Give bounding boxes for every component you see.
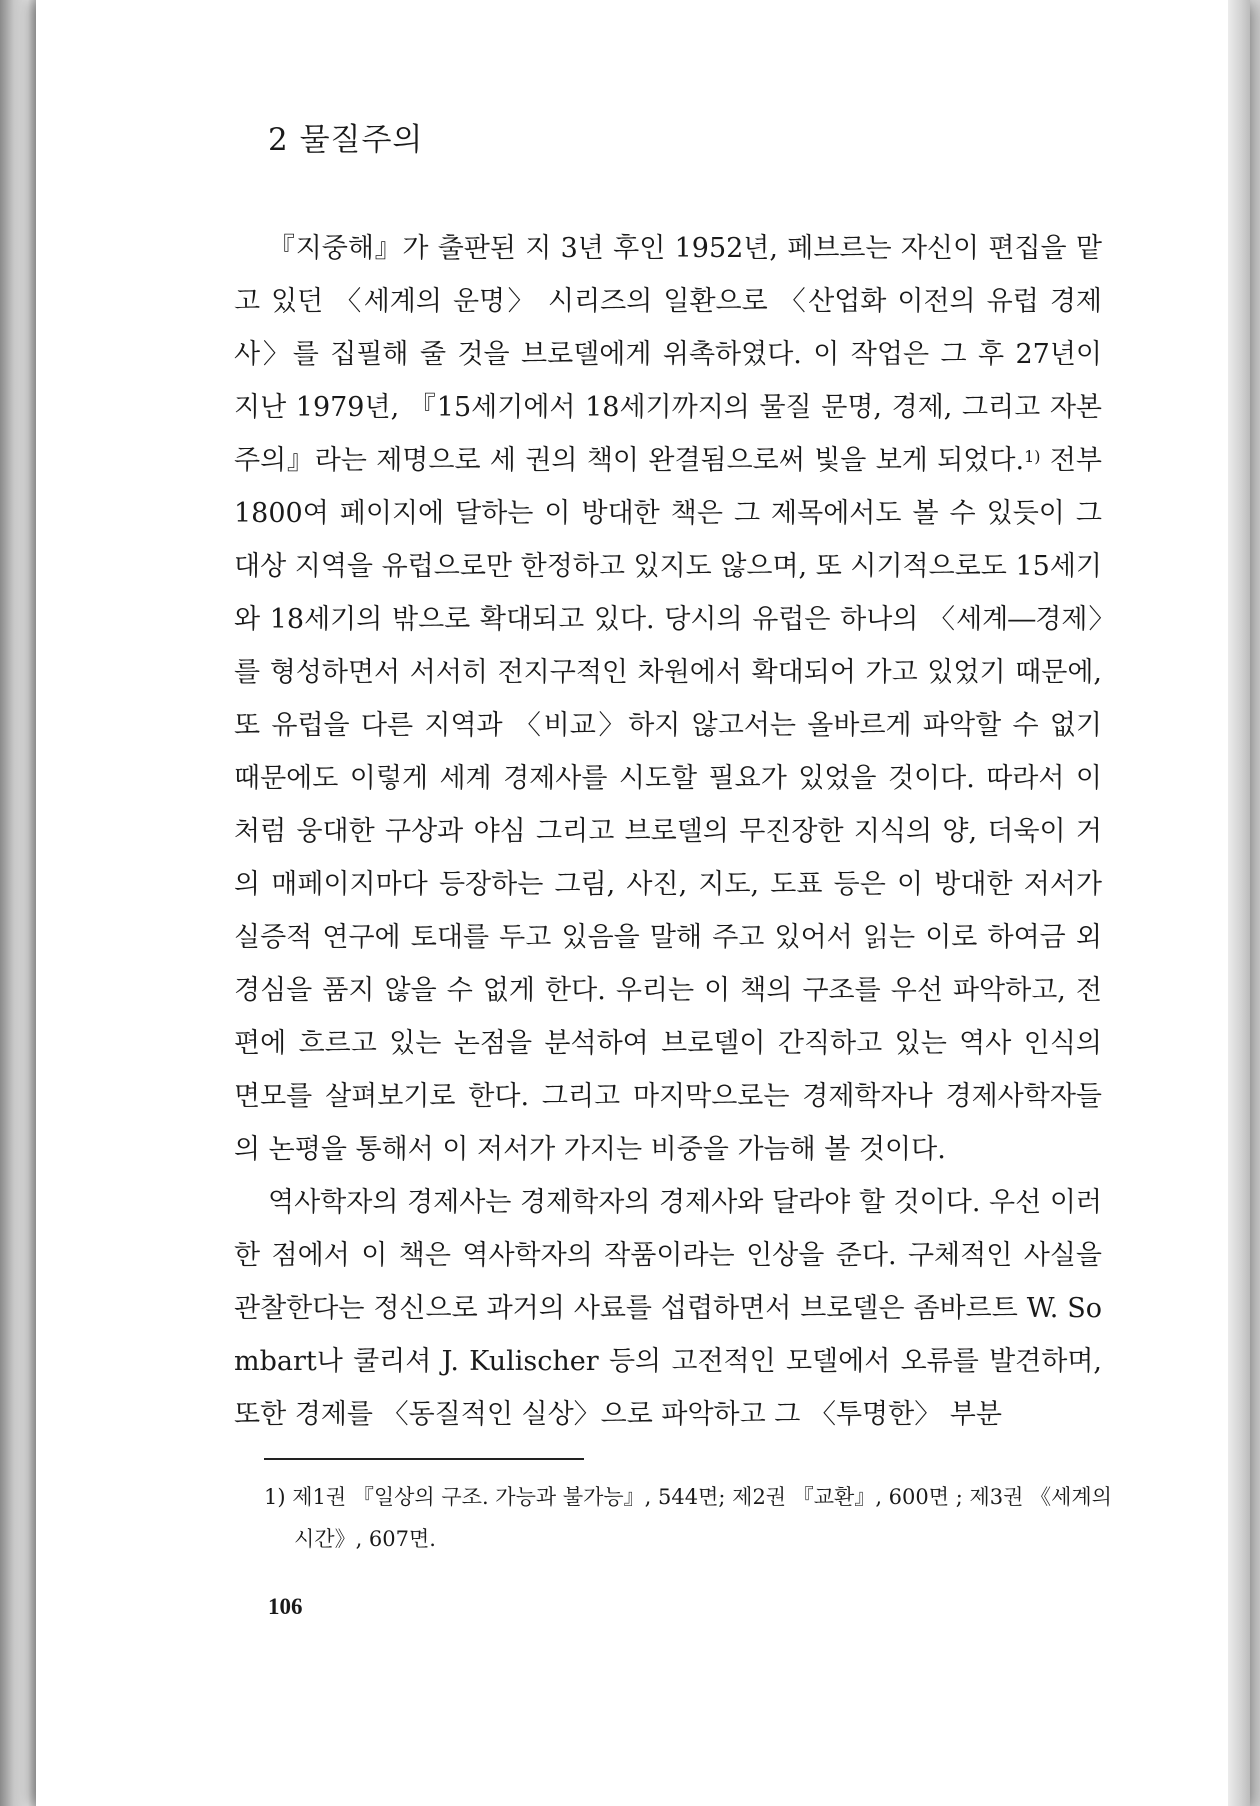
body-paragraph-1 xyxy=(234,222,1102,1176)
paragraph-1-text: 『지중해』가 출판된 지 3년 후인 1952년, 페브르는 자신이 편집을 맡고 있던 〈세계의 운명〉 시리즈의 일환으로 〈산업화 이전의 유럽 경제사〉를 집필해 줄 것을 브로델에게 위촉하였다. 이 작업은 그 후 27년이 지난 1979년, 『15세기에서 18세기까지의 물질 문명, 경제, 그리고 자본주의』라는 제명으로 세 권의 책이 완결됨으로써 빛을 보게 되었다. xyxy=(234,233,1102,476)
body-paragraph-2: 역사학자의 경제사는 경제학자의 경제사와 달라야 할 것이다. 우선 이러한 점에서 이 책은 역사학자의 작품이라는 인상을 준다. 구체적인 사실을 관찰한다는 정신으로 과거의 사료를 섭렵하면서 브로델은 좀바르트 W. Sombart나 쿨리셔 J. Kulischer 등의 고전적인 모델에서 오류를 발견하며, 또한 경제를 〈동질적인 실상〉으로 파악하고 그 〈투명한〉 부분 xyxy=(234,1187,1102,1430)
footnote: 1) 제1권 『일상의 구조. 가능과 불가능』, 544면; 제2권 『교환』, 600면 ; 제3권 《세계의 시간》, 607면. xyxy=(264,1485,1112,1551)
paragraph-1-continued: 전부 1800여 페이지에 달하는 이 방대한 책은 그 제목에서도 볼 수 있듯이 그 대상 지역을 유럽으로만 한정하고 있지도 않으며, 또 시기적으로도 15세기와 18세기의 밖으로 확대되고 있다. 당시의 유럽은 하나의 〈세계―경제〉를 형성하면서 서서히 전지구적인 차원에서 확대되어 가고 있었기 때문에, 또 유럽을 다른 지역과 〈비교〉하지 않고서는 올바르게 파악할 수 없기 때문에도 이렇게 세계 경제사를 시도할 필요가 있었을 것이다. 따라서 이처럼 웅대한 구상과 야심 그리고 브로델의 무진장한 지식의 양, 더욱이 거의 매페이지마다 등장하는 그림, 사진, 지도, 도표 등은 이 방대한 저서가 실증적 연구에 토대를 두고 있음을 말해 주고 있어서 읽는 이로 하여금 외경심을 품지 않을 수 없게 한다. 우리는 이 책의 구조를 우선 파악하고, 전편에 흐르고 있는 논점을 분석하여 브로델이 간직하고 있는 역사 인식의 면모를 살펴보기로 한다. 그리고 마지막으로는 경제학자나 경제사학자들의 논평을 통해서 이 저서가 가지는 비중을 가늠해 볼 것이다. xyxy=(234,445,1102,1165)
page-content xyxy=(234,120,1102,1441)
section-title: 2 물질주의 xyxy=(268,122,424,158)
footnote-reference[interactable]: 1) xyxy=(1024,447,1041,466)
footnote-divider xyxy=(264,1458,584,1460)
page-number: 106 xyxy=(268,1594,303,1619)
book-spine xyxy=(0,0,40,1806)
page-edge xyxy=(1228,0,1250,1806)
